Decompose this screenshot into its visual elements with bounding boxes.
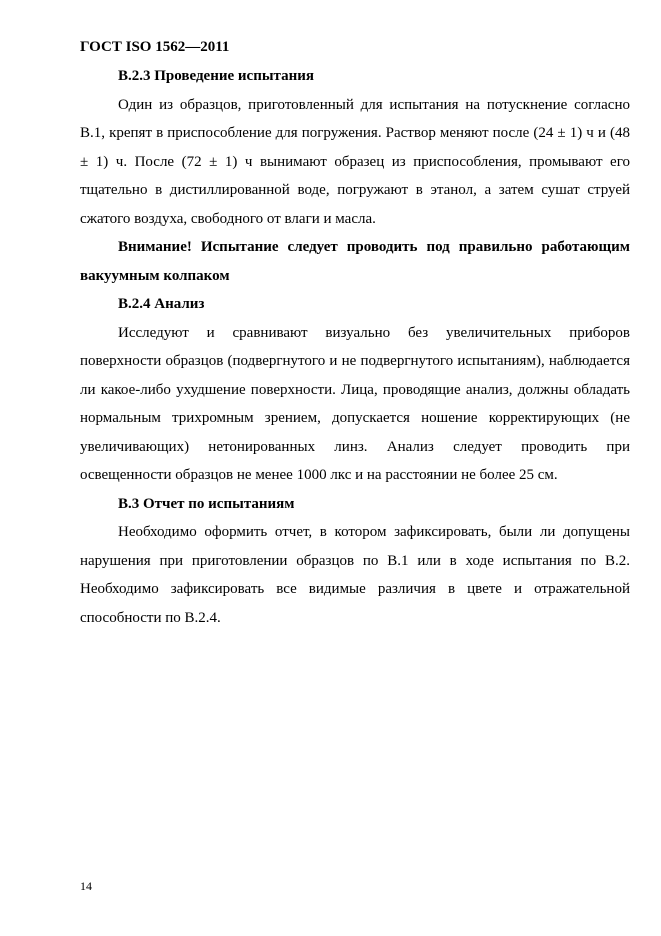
document-body <box>80 62 630 632</box>
section-b24-title: В.2.4 Анализ <box>118 296 205 312</box>
section-b3-paragraph: Необходимо оформить отчет, в котором зафиксировать, были ли допущены нарушения при приготовлении образцов по В.1 или в ходе испытания по В.2. Необходимо зафиксировать все видимые различия в цвете и отражательной способности по В.2.4. <box>80 524 630 626</box>
standard-header: ГОСТ ISO 1562—2011 <box>80 39 230 55</box>
section-b3-title: В.3 Отчет по испытаниям <box>118 495 295 512</box>
section-b24-paragraph: Исследуют и сравнивают визуально без увеличительных приборов поверхности образцов (подвергнутого и не подвергнутого испытаниям), наблюдается ли какое-либо ухудшение поверхности. Лица, проводящие анализ, должны обладать нормальным трихромным зрением, допускается ношение корректирующих (не увеличивающих) нетонированных линз. Анализ следует проводить при освещенности образцов не менее 1000 лкс и на расстоянии не более 25 см. <box>80 324 630 483</box>
warning-note: Внимание! Испытание следует проводить под правильно работающим вакуумным колпаком <box>80 239 630 284</box>
section-b23-title: В.2.3 Проведение испытания <box>118 68 314 84</box>
page-number: 14 <box>80 879 92 893</box>
section-b23-paragraph: Один из образцов, приготовленный для испытания на потускнение согласно В.1, крепят в приспособление для погружения. Раствор меняют после (24 ± 1) ч и (48 ± 1) ч. После (72 ± 1) ч вынимают образец из приспособления, промывают его тщательно в дистиллированной воде, погружают в этанол, а затем сушат струей сжатого воздуха, свободного от влаги и масла. <box>80 96 630 227</box>
